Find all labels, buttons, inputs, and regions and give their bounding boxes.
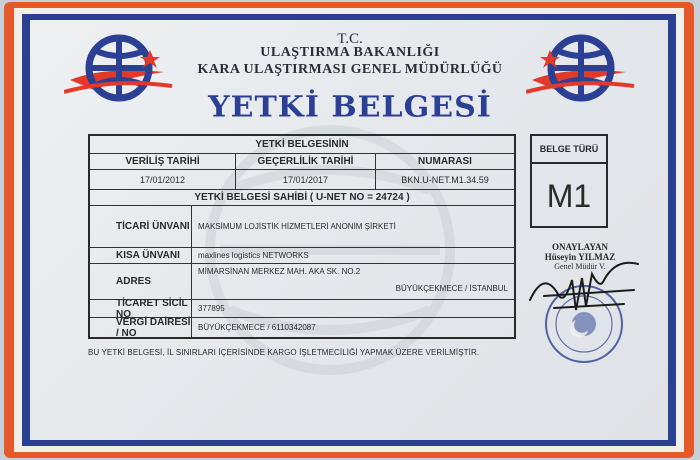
header-ministry: ULAŞTIRMA BAKANLIĞI: [260, 45, 440, 60]
owner-title: YETKİ BELGESİ SAHİBİ ( U-NET NO = 24724 ): [194, 192, 410, 203]
approval-label: ONAYLAYAN: [551, 242, 609, 252]
value-verilis: 17/01/2012: [90, 170, 236, 189]
document-title: YETKİ BELGESİ: [208, 90, 492, 125]
value-gecerlilik: 17/01/2017: [236, 170, 376, 189]
approver-name: Hüseyin YILMAZ: [544, 252, 616, 262]
ticari-unvan-label: TİCARİ ÜNVANI: [90, 206, 192, 247]
table-values-row: [90, 170, 514, 190]
sicil-value: 377895: [198, 304, 225, 313]
sicil-row: [90, 297, 514, 320]
adres-line-2: BÜYÜKÇEKMECE / İSTANBUL: [395, 284, 508, 293]
col-numarasi: NUMARASI: [418, 156, 472, 167]
footer-note: BU YETKİ BELGESİ, İL SINIRLARI İÇERİSİNDE KARGO İŞLETMECİLİĞİ YAPMAK ÜZERE VERİLMİŞTİR.: [88, 348, 480, 357]
approver-role: Genel Müdür V.: [554, 262, 606, 271]
signature-icon: [524, 250, 644, 320]
kisa-unvan-row: [90, 248, 514, 264]
header-tc: T.C.: [337, 31, 363, 47]
ticari-unvan-value: MAKSİMUM LOJİSTİK HİZMETLERİ ANONİM ŞİRKETİ: [198, 222, 396, 231]
section-title: YETKİ BELGESİNİN: [255, 139, 349, 150]
table-section-title-row: [90, 136, 514, 154]
belge-turu-value: M1: [546, 177, 592, 214]
sicil-label: TİCARET SİCİL NO: [90, 300, 192, 317]
table-header-row: [90, 154, 514, 170]
vergi-value: BÜYÜKÇEKMECE / 6110342087: [198, 323, 316, 332]
adres-row: [90, 264, 514, 300]
ticari-unvan-row: [90, 206, 514, 248]
kisa-unvan-label: KISA ÜNVANI: [90, 248, 192, 263]
value-numarasi: BKN.U-NET.M1.34.59: [401, 174, 489, 185]
vergi-row: [90, 318, 514, 337]
vergi-label: VERGİ DAİRESİ / NO: [90, 318, 192, 337]
owner-title-row: [90, 190, 514, 206]
kisa-unvan-value: maxlines logistics NETWORKS: [198, 251, 309, 260]
adres-line-1: MİMARSİNAN MERKEZ MAH. AKA SK. NO.2: [198, 267, 361, 276]
belge-turu-box: [530, 134, 608, 228]
header-directorate: KARA ULAŞTIRMASI GENEL MÜDÜRLÜĞÜ: [197, 62, 503, 77]
certificate-table: [88, 134, 516, 339]
adres-label: ADRES: [90, 264, 192, 299]
belge-turu-label: BELGE TÜRÜ: [532, 136, 606, 164]
col-verilis: VERİLİŞ TARİHİ: [90, 154, 236, 169]
col-gecerlilik: GEÇERLİLİK TARİHİ: [236, 154, 376, 169]
adres-value: [192, 264, 514, 299]
